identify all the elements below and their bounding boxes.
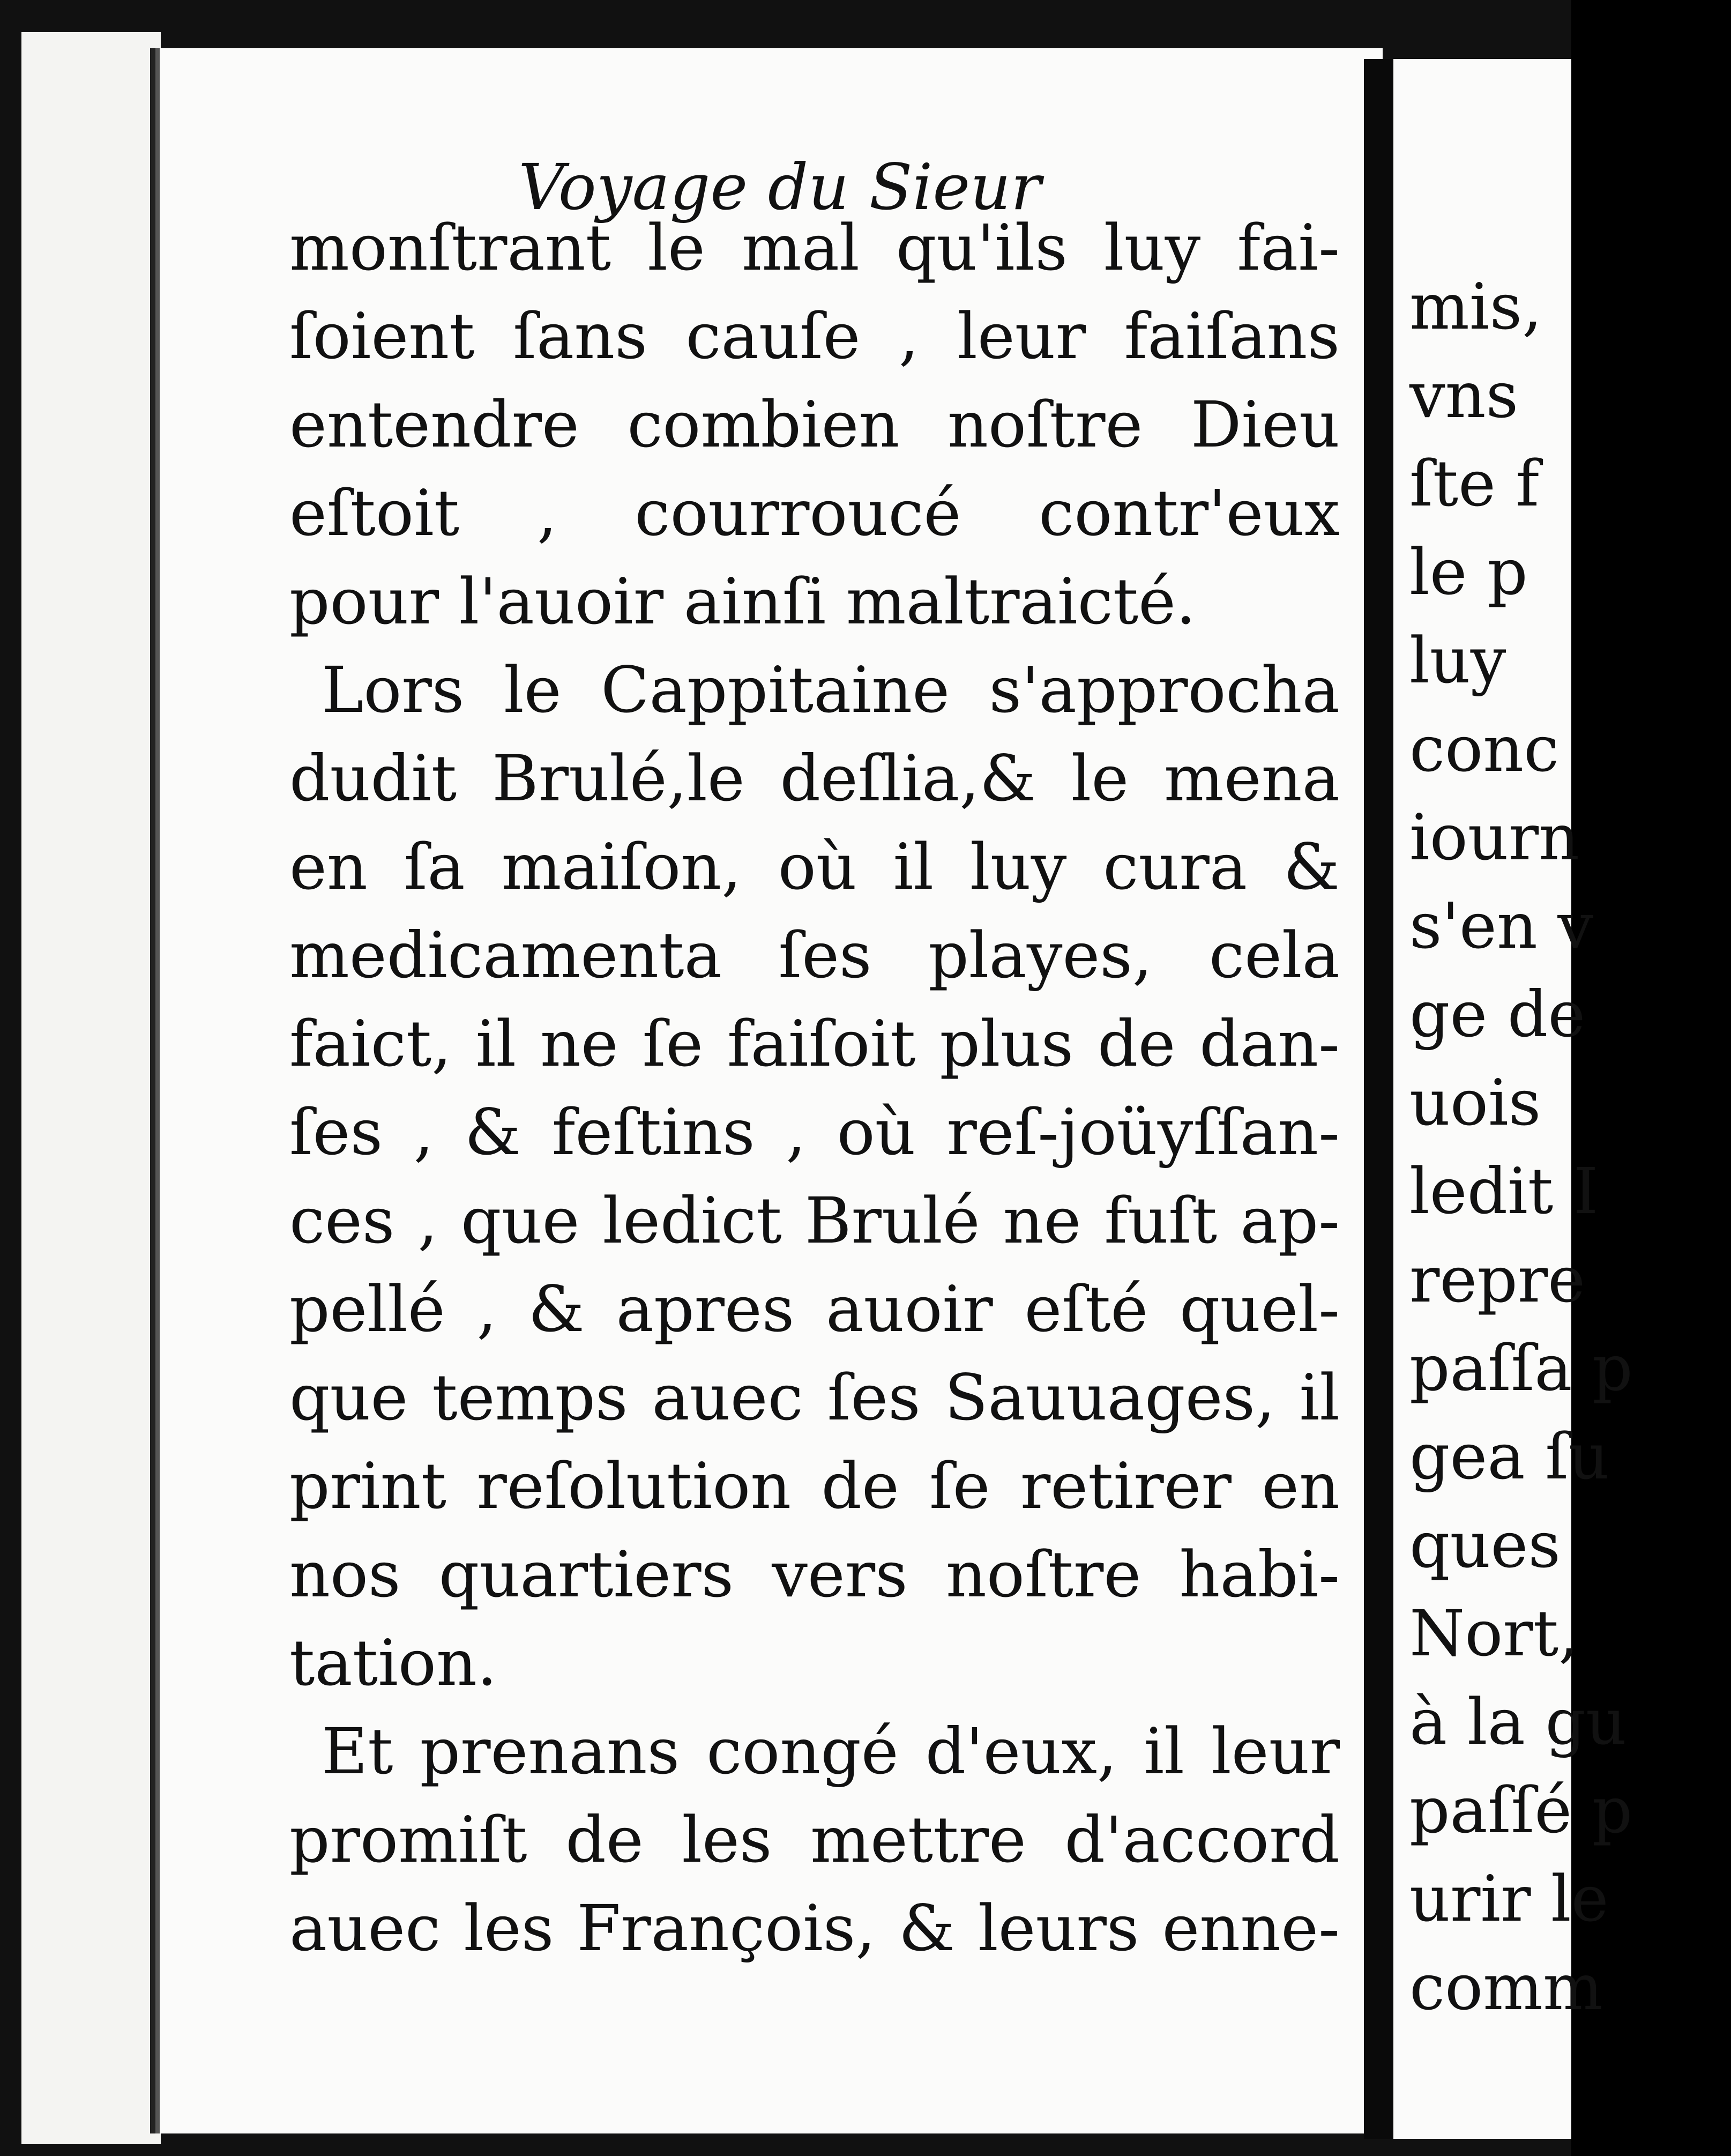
text-line: ledit I — [1409, 1154, 1599, 1228]
text-line: eſtoit , courroucé contr'eux — [289, 476, 1340, 550]
text-line: uois — [1409, 1066, 1541, 1140]
text-line: comm — [1409, 1950, 1603, 2024]
text-line: Lors le Cappitaine s'approcha — [322, 653, 1340, 727]
text-line: repre — [1409, 1243, 1586, 1317]
text-line: medicamenta ſes playes, cela — [289, 918, 1340, 992]
text-line: vns — [1409, 358, 1519, 432]
text-line: que temps auec ſes Sauuages, il — [289, 1360, 1340, 1434]
text-line: entendre combien noſtre Dieu — [289, 388, 1340, 462]
gutter — [1364, 59, 1393, 2139]
text-line: s'en v — [1409, 889, 1593, 963]
left-page-text — [289, 204, 1340, 1973]
text-line: Nort, — [1409, 1596, 1579, 1670]
text-line: iourn — [1409, 800, 1580, 874]
text-line: nos quartiers vers noſtre habi- — [289, 1537, 1340, 1611]
text-line: urir le — [1409, 1862, 1609, 1936]
text-line: dudit Brulé,le deſlia,& le mena — [289, 741, 1340, 815]
right-page-text — [1409, 263, 1731, 2032]
text-line: pour l'auoir ainſi maltraicté. — [289, 564, 1196, 638]
text-line: ces , que ledict Brulé ne fuſt ap- — [289, 1184, 1340, 1258]
text-line: auec les François, & leurs enne- — [289, 1891, 1340, 1965]
text-line: promiſt de les mettre d'accord — [289, 1803, 1340, 1877]
text-line: gea ſu — [1409, 1419, 1609, 1493]
text-line: conc — [1409, 712, 1560, 786]
text-line: en ſa maiſon, où il luy cura & — [289, 830, 1340, 904]
text-line: ſes , & feſtins , où reſ-joüyſſan- — [289, 1095, 1340, 1169]
text-line: à la gu — [1409, 1685, 1626, 1759]
text-line: print reſolution de ſe retirer en — [289, 1449, 1340, 1523]
left-page-edge — [21, 32, 161, 2144]
right-page — [1393, 59, 1633, 2139]
text-line: paſſé p — [1409, 1773, 1633, 1847]
text-line: ge de — [1409, 977, 1586, 1051]
text-line: le p — [1409, 535, 1528, 609]
running-head: Voyage du Sieur — [518, 150, 1041, 224]
text-line: tation. — [289, 1626, 497, 1700]
text-line: Et prenans congé d'eux, il leur — [322, 1714, 1340, 1788]
text-line: ques — [1409, 1508, 1561, 1582]
text-line: ſoient ſans cauſe , leur faiſans — [289, 299, 1340, 373]
text-line: mis, — [1409, 270, 1542, 344]
text-line: paſſa p — [1409, 1331, 1633, 1405]
text-line: faict, il ne ſe faiſoit plus de dan- — [289, 1007, 1340, 1081]
text-line: monſtrant le mal qu'ils luy fai- — [289, 211, 1340, 285]
text-line: luy — [1409, 623, 1506, 697]
text-line: pellé , & apres auoir eſté quel- — [289, 1272, 1340, 1346]
text-line: ſte f — [1409, 447, 1540, 521]
